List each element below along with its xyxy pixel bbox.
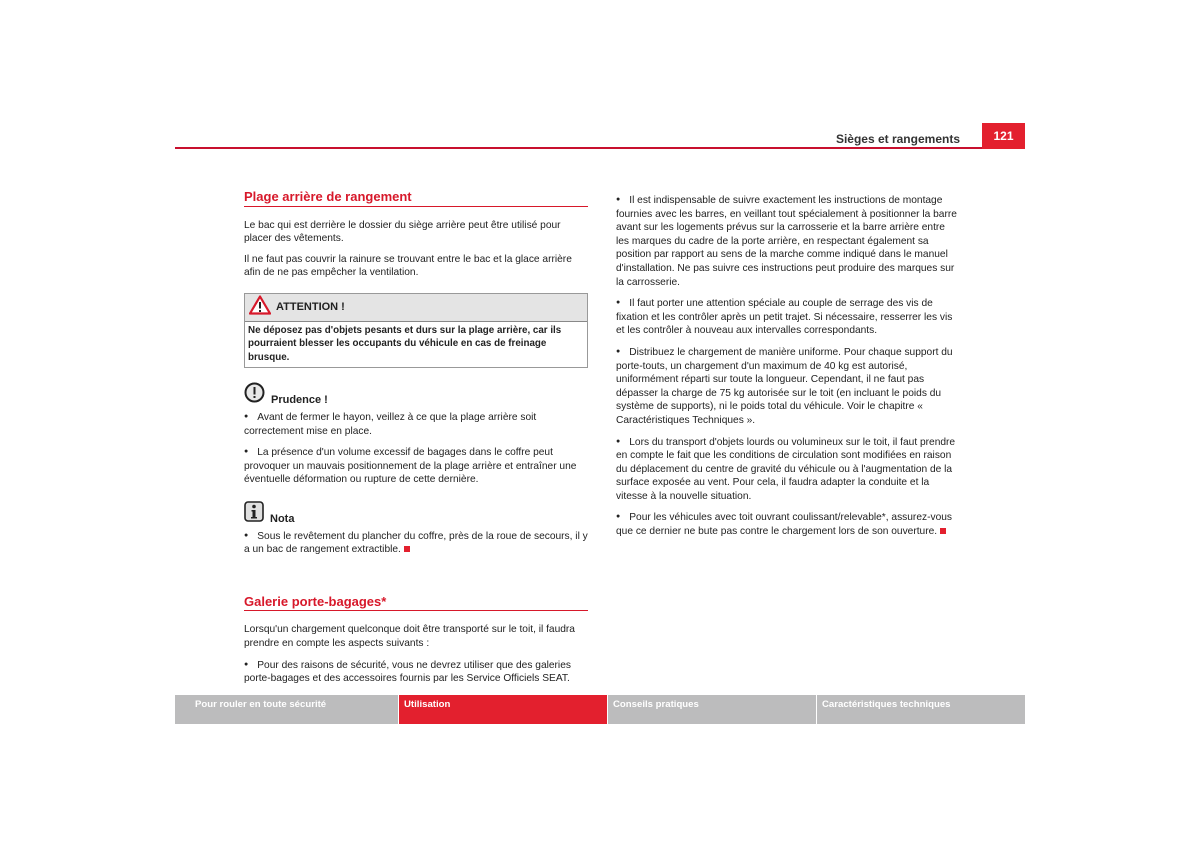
paragraph: Il ne faut pas couvrir la rainure se trouvant entre le bac et la glace arrière afin de ne pas empêcher la ventilation. bbox=[244, 253, 572, 279]
tab-caracteristiques-techniques[interactable]: Caractéristiques techniques bbox=[817, 695, 1025, 724]
list-item: ● La présence d'un volume excessif de bagages dans le coffre peut provoquer un mauvais positionnement de la plage arrière et entraîner une éventuelle déformation ou rupture de cette dernière. bbox=[244, 445, 588, 487]
list-item: ● Pour des raisons de sécurité, vous ne devrez utiliser que des galeries porte-bagages et des accessoires fournis par les Service Officiels SEAT. bbox=[244, 658, 588, 686]
nota-label: Nota bbox=[270, 513, 295, 526]
attention-box bbox=[244, 293, 588, 369]
list-item: ● Il est indispensable de suivre exactement les instructions de montage fournies avec les barres, en veillant tout spécialement à positionner la barre avant sur les logements prévus sur la carrosserie et la barre arrière entre les marques du cadre de la porte arrière, en respectant également sa position par rapport au sens de la marche comme indiqué dans le manuel d'installation. Ne pas suivre ces instructions peut produire des marques sur la carrosserie. bbox=[616, 193, 960, 289]
caution-circle-icon bbox=[244, 382, 265, 408]
tab-conseils-pratiques[interactable]: Conseils pratiques bbox=[608, 695, 816, 724]
page-number: 121 bbox=[982, 123, 1025, 149]
info-icon bbox=[244, 501, 264, 527]
chapter-nav bbox=[175, 695, 1025, 724]
list-item: ● Distribuez le chargement de manière uniforme. Pour chaque support du porte-touts, un chargement d'un maximum de 40 kg est autorisé, uniformément réparti sur toute la longueur. Cependant, il ne faut pas dépasser la charge de 75 kg autorisée sur le toit (en incluant le poids du système de supports), ni le poids total du véhicule. Voir le chapitre « Caractéristiques Techniques ». bbox=[616, 345, 960, 428]
list-item: ● Pour les véhicules avec toit ouvrant coulissant/relevable*, assurez-vous que ce dernier ne bute pas contre le chargement lors de son ouverture. bbox=[616, 510, 960, 538]
list-item: ● Lors du transport d'objets lourds ou volumineux sur le toit, il faut prendre en compte le fait que les conditions de circulation sont modifiées en raison du déplacement du centre de gravité du véhicule ou à l'augmentation de la surface exposée au vent. Pour cela, il faudra adapter la conduite et la vitesse à la nouvelle situation. bbox=[616, 435, 960, 504]
attention-text: Ne déposez pas d'objets pesants et durs sur la plage arrière, car ils pourraient blesser les occupants du véhicule en cas de freinage brusque. bbox=[248, 324, 562, 363]
warning-triangle-icon bbox=[249, 295, 271, 320]
list-item: ● Il faut porter une attention spéciale au couple de serrage des vis de fixation et les contrôler après un petit trajet. Si nécessaire, resserrer les vis et les contrôler à nouveau aux intervalles correspondants. bbox=[616, 296, 960, 338]
paragraph: Lorsqu'un chargement quelconque doit être transporté sur le toit, il faudra prendre en compte les aspects suivants : bbox=[244, 624, 575, 649]
chapter-title: Sièges et rangements bbox=[835, 132, 960, 146]
paragraph: Le bac qui est derrière le dossier du siège arrière peut être utilisé pour placer des vêtements. bbox=[244, 219, 561, 245]
nota-note bbox=[244, 501, 588, 557]
left-column bbox=[244, 190, 588, 693]
prudence-label: Prudence ! bbox=[271, 394, 328, 407]
section-title-plage-arriere: Plage arrière de rangement bbox=[244, 190, 588, 207]
tab-utilisation[interactable]: Utilisation bbox=[399, 695, 607, 724]
attention-label: ATTENTION ! bbox=[276, 300, 345, 313]
section-title-galerie: Galerie porte-bagages* bbox=[244, 595, 588, 612]
list-item: ● Sous le revêtement du plancher du coffre, près de la roue de secours, il y a un bac de rangement extractible. bbox=[244, 529, 588, 557]
attention-header bbox=[245, 294, 587, 322]
prudence-note bbox=[244, 382, 588, 487]
list-item: ● Avant de fermer le hayon, veillez à ce que la plage arrière soit correctement mise en place. bbox=[244, 410, 588, 438]
end-marker-icon bbox=[940, 528, 946, 534]
tab-securite[interactable]: Pour rouler en toute sécurité bbox=[175, 695, 398, 724]
right-column bbox=[616, 193, 960, 546]
header-rule bbox=[175, 147, 982, 149]
end-marker-icon bbox=[404, 546, 410, 552]
